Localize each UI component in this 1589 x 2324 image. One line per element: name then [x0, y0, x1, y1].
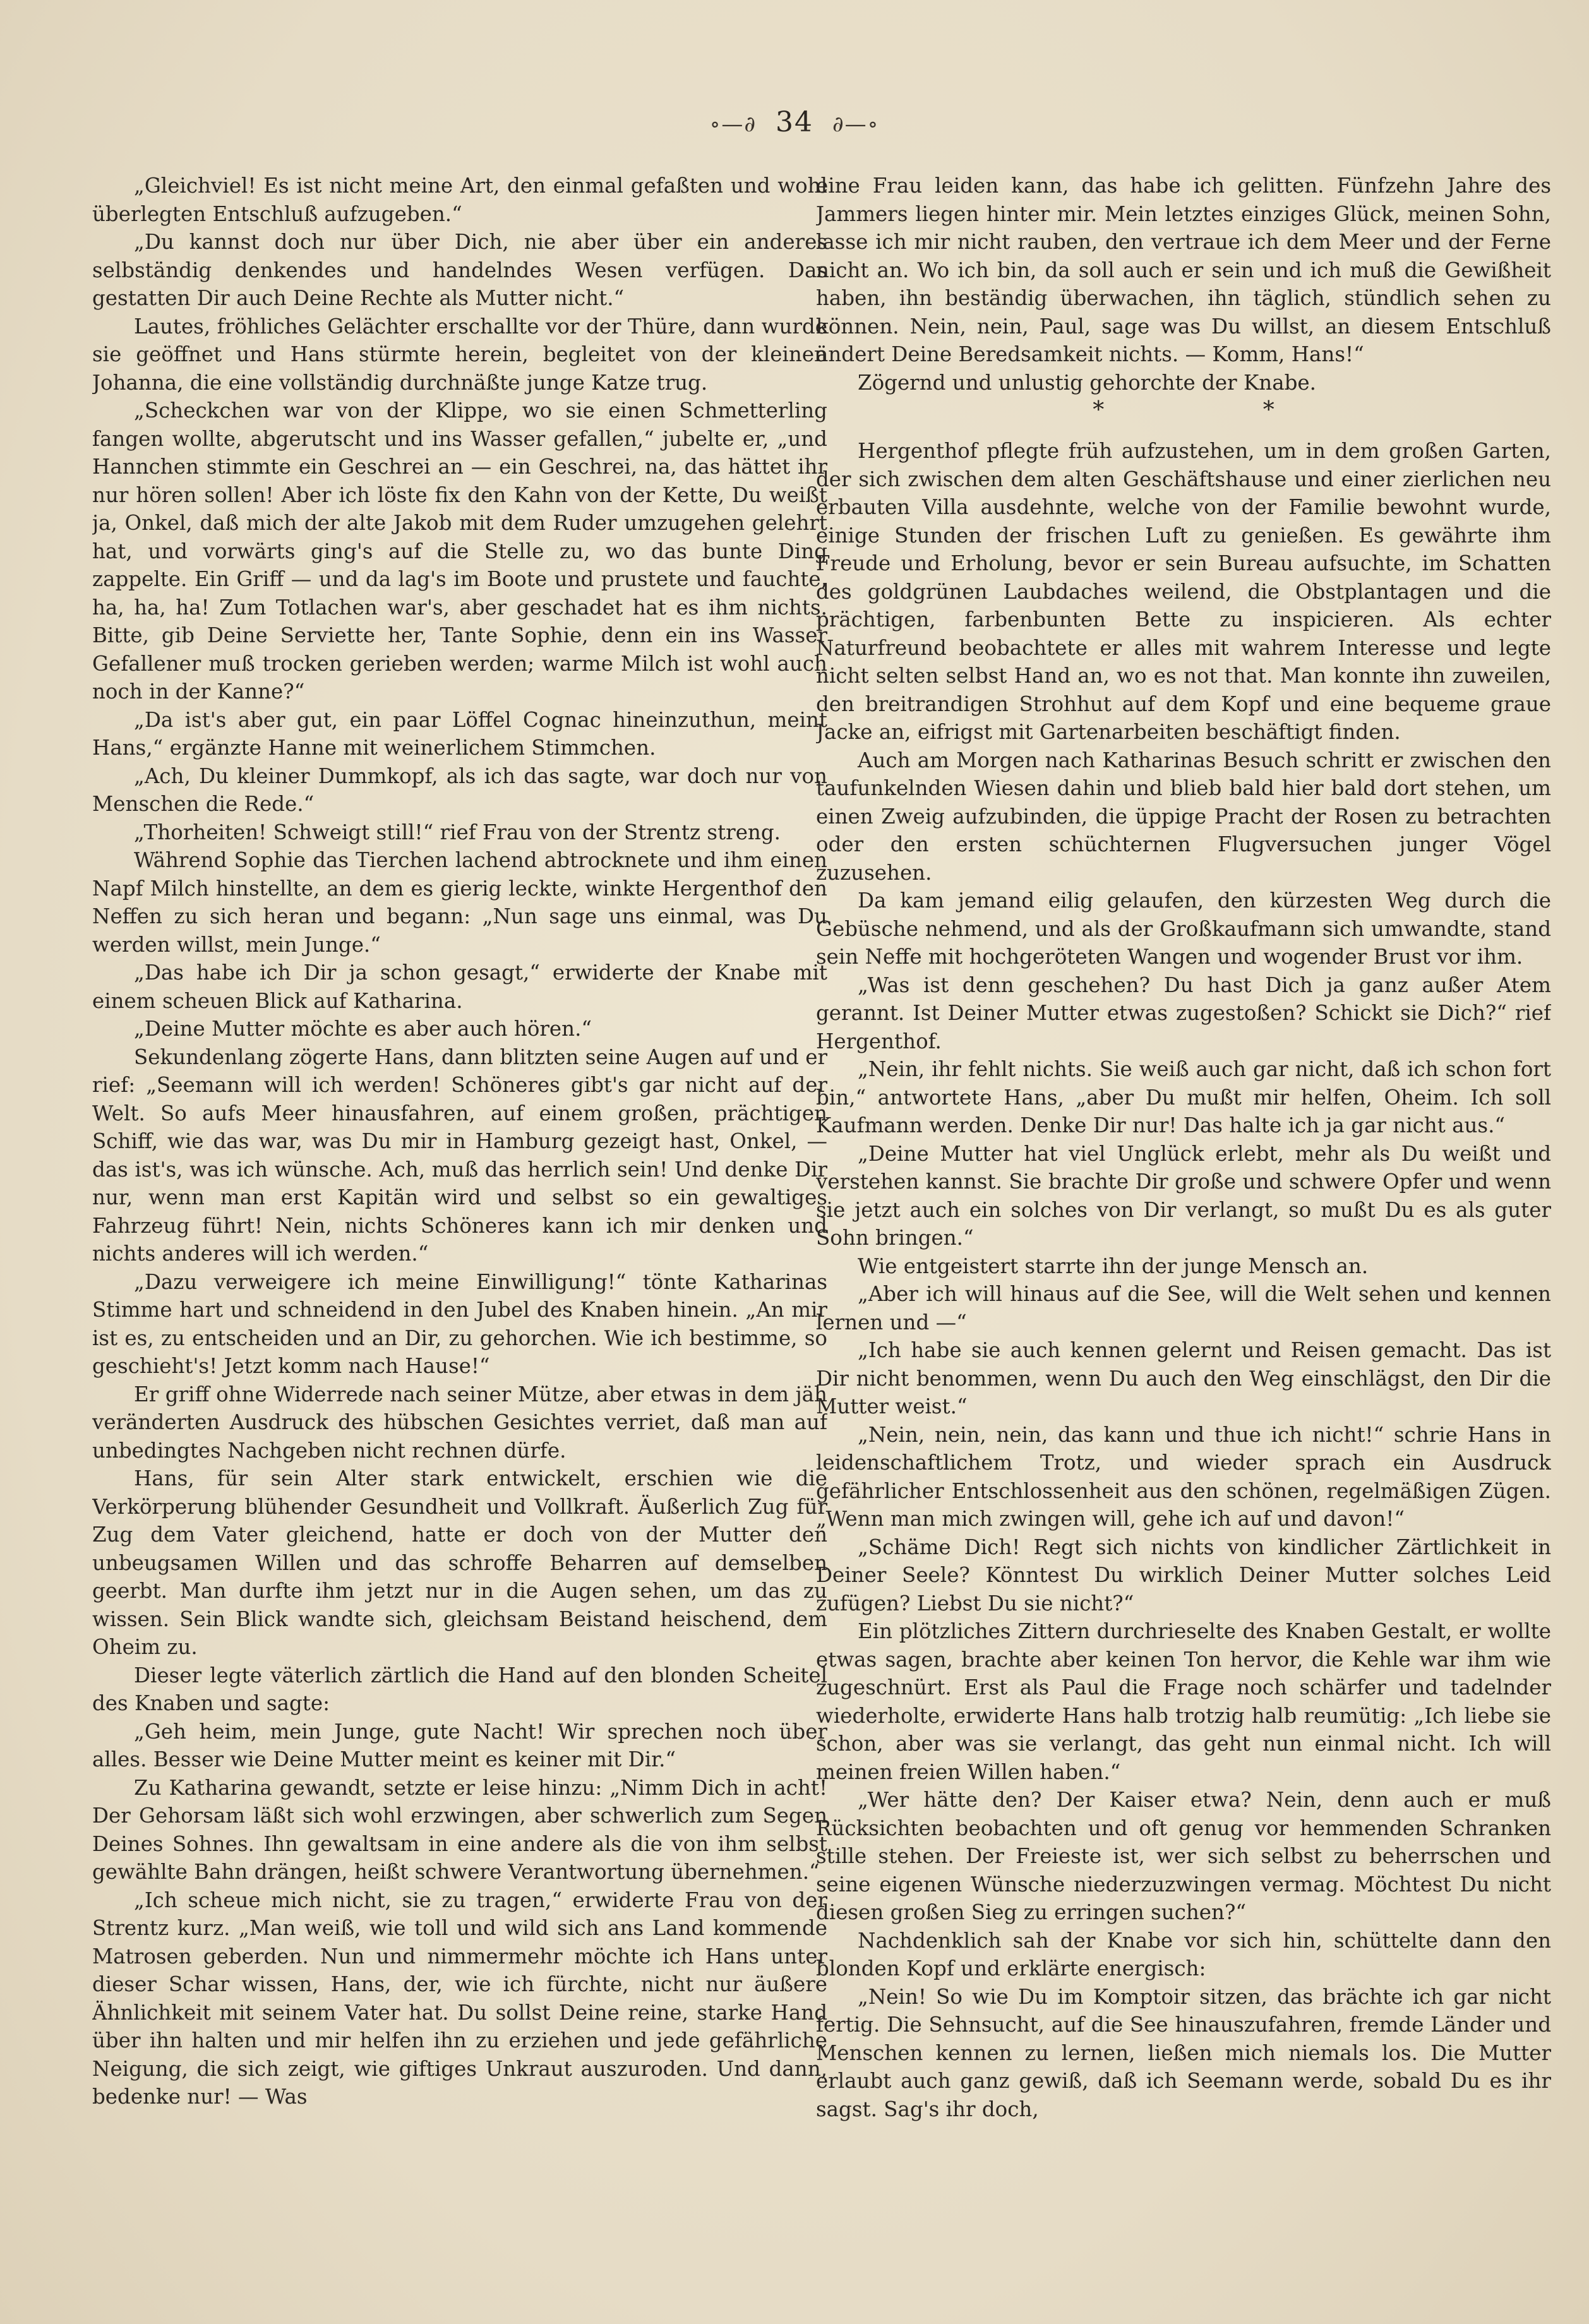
paragraph: Wie entgeistert starrte ihn der junge Mensch an.: [858, 1254, 1369, 1278]
paragraph: „Ach, Du kleiner Dummkopf, als ich das sagte, war doch nur von Menschen die Rede.“: [92, 764, 827, 816]
paragraph: Zu Katharina gewandt, setzte er leise hinzu: „Nimm Dich in acht! Der Gehorsam läßt sich wohl erzwingen, aber schwerlich zum Segen Deines Sohnes. Ihn gewaltsam in eine andere als die von ihm selbst gewählte Bahn drängen, heißt schwere Verantwortung übernehmen.“: [92, 1775, 827, 1884]
paragraph: Da kam jemand eilig gelaufen, den kürzesten Weg durch die Gebüsche nehmend, und als der Großkaufmann sich umwandte, stand sein Neffe mit hochgeröteten Wangen und wogender Brust vor ihm.: [816, 889, 1551, 969]
paragraph: „Gleichviel! Es ist nicht meine Art, den einmal gefaßten und wohl überlegten Entschluß aufzugeben.“: [92, 174, 827, 226]
paragraph: Während Sophie das Tierchen lachend abtrocknete und ihm einen Napf Milch hinstellte, an dem es gierig leckte, winkte Hergenthof den Neffen zu sich heran und begann: „Nun sage uns einmal, was Du werden willst, mein Junge.“: [92, 848, 827, 957]
paragraph: Er griff ohne Widerrede nach seiner Mütze, aber etwas in dem jäh veränderten Ausdruck des hübschen Gesichtes verriet, daß man auf unbedingtes Nachgeben nicht rechnen dürfe.: [92, 1382, 827, 1463]
paragraph: Hergenthof pflegte früh aufzustehen, um in dem großen Garten, der sich zwischen dem alten Geschäftshause und einer zierlichen neu erbauten Villa ausdehnte, welche von der Familie bewohnt wurde, einige Stunden der frischen Luft zu genießen. Es gewährte ihm Freude und Erholung, bevor er sein Bureau aufsuchte, im Schatten des goldgrünen Laubdaches weilend, die Obstplantagen und die prächtigen, farbenbunten Bette zu inspicieren. Als echter Naturfreund beobachtete er alles mit wahrem Interesse und legte nicht selten selbst Hand an, wo es not that. Man konnte ihn zuweilen, den breitrandigen Strohhut auf dem Kopf und eine bequeme graue Jacke an, eifrigst mit Gartenarbeiten beschäftigt finden.: [816, 439, 1551, 744]
ornament-left: ∘—∂: [709, 111, 757, 137]
paragraph: „Schäme Dich! Regt sich nichts von kindlicher Zärtlichkeit in Deiner Seele? Könntest Du wirklich Deiner Mutter solches Leid zufügen? Liebst Du sie nicht?“: [816, 1535, 1551, 1615]
right-column-bottom-section: [816, 437, 1551, 2123]
paragraph: „Was ist denn geschehen? Du hast Dich ja ganz außer Atem gerannt. Ist Deiner Mutter etwas zugestoßen? Schickt sie Dich?“ rief Hergenthof.: [816, 973, 1551, 1053]
paragraph: „Thorheiten! Schweigt still!“ rief Frau von der Strentz streng.: [134, 820, 781, 844]
paragraph: „Geh heim, mein Junge, gute Nacht! Wir sprechen noch über alles. Besser wie Deine Mutter meint es keiner mit Dir.“: [92, 1719, 827, 1771]
paragraph: „Ich scheue mich nicht, sie zu tragen,“ erwiderte Frau von der Strentz kurz. „Man weiß, wie toll und wild sich ans Land kommende Matrosen geberden. Nun und nimmermehr möchte ich Hans unter dieser Schar wissen, Hans, der, wie ich fürchte, nicht nur äußere Ähnlichkeit mit seinem Vater hat. Du sollst Deine reine, starke Hand über ihn halten und mir helfen ihn zu erziehen und jede gefährliche Neigung, die sich zeigt, wie giftiges Unkraut auszuroden. Und dann, bedenke nur! — Was: [92, 1888, 827, 2109]
paragraph: Ein plötzliches Zittern durchrieselte des Knaben Gestalt, er wollte etwas sagen, brachte aber keinen Ton hervor, die Kehle war ihm wie zugeschnürt. Erst als Paul die Frage noch schärfer und tadelnder wiederholte, erwiderte Hans halb trotzig halb reumütig: „Ich liebe sie schon, aber was sie verlangt, das geht nun einmal nicht. Ich will meinen freien Willen haben.“: [816, 1619, 1551, 1784]
ornament-right: ∂—∘: [832, 111, 880, 137]
paragraph: „Nein, nein, nein, das kann und thue ich nicht!“ schrie Hans in leidenschaftlichem Trotz, und wieder sprach ein Ausdruck gefährlicher Entschlossenheit aus den schönen, regelmäßigen Zügen. „Wenn man mich zwingen will, gehe ich auf und davon!“: [816, 1422, 1551, 1531]
paragraph: Nachdenklich sah der Knabe vor sich hin, schüttelte dann den blonden Kopf und erklärte energisch:: [816, 1928, 1551, 1980]
paragraph: „Wer hätte den? Der Kaiser etwa? Nein, denn auch er muß Rücksichten beobachten und oft genug vor hemmenden Schranken stille stehen. Der Freieste ist, wer sich selbst zu beherrschen und seine eigenen Wünsche niederzuzwingen vermag. Möchtest Du nicht diesen großen Sieg zu erringen suchen?“: [816, 1788, 1551, 1924]
paragraph: „Nein, ihr fehlt nichts. Sie weiß auch gar nicht, daß ich schon fort bin,“ antwortete Hans, „aber Du mußt mir helfen, Oheim. Ich soll Kaufmann werden. Denke Dir nur! Das halte ich ja gar nicht aus.“: [816, 1057, 1551, 1137]
paragraph: Sekundenlang zögerte Hans, dann blitzten seine Augen auf und er rief: „Seemann will ich werden! Schöneres gibt's gar nicht auf der Welt. So aufs Meer hinausfahren, auf einem großen, prächtigen Schiff, wie das war, was Du mir in Hamburg gezeigt hast, Onkel, — das ist's, was ich wünsche. Ach, muß das herrlich sein! Und denke Dir nur, wenn man erst Kapitän wird und selbst so ein gewaltiges Fahrzeug führt! Nein, nichts Schöneres kann ich mir denken und nichts anderes will ich werden.“: [92, 1045, 827, 1266]
paragraph: „Scheckchen war von der Klippe, wo sie einen Schmetterling fangen wollte, abgerutscht und ins Wasser gefallen,“ jubelte er, „und Hannchen stimmte ein Geschrei an — ein Geschrei, na, das hättet ihr nur hören sollen! Aber ich löste fix den Kahn von der Kette, Du weißt ja, Onkel, daß mich der alte Jakob mit dem Ruder umzugehen gelehrt hat, und vorwärts ging's auf die Stelle zu, wo das bunte Ding zappelte. Ein Griff — und da lag's im Boote und prustete und fauchte, ha, ha, ha! Zum Totlachen war's, aber geschadet hat es ihm nichts. Bitte, gib Deine Serviette her, Tante Sophie, denn ein ins Wasser Gefallener muß trocken gerieben werden; warme Milch ist wohl auch noch in der Kanne?“: [92, 398, 827, 704]
paragraph: Lautes, fröhliches Gelächter erschallte vor der Thüre, dann wurde sie geöffnet und Hans stürmte herein, begleitet von der kleinen Johanna, die eine vollständig durchnäßte junge Katze trug.: [92, 314, 827, 395]
paragraph: „Da ist's aber gut, ein paar Löffel Cognac hineinzuthun, meint Hans,“ ergänzte Hanne mit weinerlichem Stimmchen.: [92, 707, 827, 760]
paragraph: „Du kannst doch nur über Dich, nie aber über ein anderes selbständig denkendes und handelndes Wesen verfügen. Das gestatten Dir auch Deine Rechte als Mutter nicht.“: [92, 230, 827, 310]
paragraph: „Aber ich will hinaus auf die See, will die Welt sehen und kennen lernen und —“: [816, 1282, 1551, 1334]
page-header: [0, 106, 1589, 138]
paragraph: Zögernd und unlustig gehorchte der Knabe.: [858, 370, 1316, 395]
right-column: [816, 172, 1551, 2155]
paragraph: „Deine Mutter hat viel Unglück erlebt, mehr als Du weißt und verstehen kannst. Sie brachte Dir große und schwere Opfer und wenn sie jetzt auch ein solches von Dir verlangt, so mußt Du es als guter Sohn bringen.“: [816, 1141, 1551, 1250]
paragraph: Dieser legte väterlich zärtlich die Hand auf den blonden Scheitel des Knaben und sagte:: [92, 1663, 827, 1715]
right-column-top-section: [816, 172, 1551, 397]
paragraph: Hans, für sein Alter stark entwickelt, erschien wie die Verkörperung blühender Gesundheit und Vollkraft. Äußerlich Zug für Zug dem Vater gleichend, hatte er doch von der Mutter den unbeugsamen Willen und das schroffe Beharren auf demselben geerbt. Man durfte ihm jetzt nur in die Augen sehen, um das zu wissen. Sein Blick wandte sich, gleichsam Beistand heischend, dem Oheim zu.: [92, 1466, 827, 1659]
left-column: [92, 172, 827, 2155]
page-number: 34: [776, 106, 813, 138]
paragraph: „Ich habe sie auch kennen gelernt und Reisen gemacht. Das ist Dir nicht benommen, wenn Du auch den Weg einschlägst, den Dir die Mutter weist.“: [816, 1338, 1551, 1418]
paragraph: Auch am Morgen nach Katharinas Besuch schritt er zwischen den taufunkelnden Wiesen dahin und blieb bald hier bald dort stehen, um einen Zweig aufzubinden, die üppige Pracht der Rosen zu betrachten oder den ersten schüchternen Flugversuchen junger Vögel zuzusehen.: [816, 748, 1551, 885]
section-divider: * *: [1093, 397, 1350, 423]
paragraph: „Nein! So wie Du im Komptoir sitzen, das brächte ich gar nicht fertig. Die Sehnsucht, auf die See hinauszufahren, fremde Länder und Menschen kennen zu lernen, ließen mich niemals los. Die Mutter erlaubt auch ganz gewiß, daß ich Seemann werde, sobald Du es ihr sagst. Sag's ihr doch,: [816, 1984, 1551, 2121]
paragraph: „Deine Mutter möchte es aber auch hören.“: [134, 1017, 592, 1041]
paragraph: „Das habe ich Dir ja schon gesagt,“ erwiderte der Knabe mit einem scheuen Blick auf Katharina.: [92, 961, 827, 1013]
paragraph: „Dazu verweigere ich meine Einwilligung!“ tönte Katharinas Stimme hart und schneidend in den Jubel des Knaben hinein. „An mir ist es, zu entscheiden und an Dir, zu gehorchen. Wie ich bestimme, so geschieht's! Jetzt komm nach Hause!“: [92, 1269, 827, 1378]
paragraph: eine Frau leiden kann, das habe ich gelitten. Fünfzehn Jahre des Jammers liegen hinter mir. Mein letztes einziges Glück, meinen Sohn, lasse ich mir nicht rauben, den vertraue ich dem Meer und der Ferne nicht an. Wo ich bin, da soll auch er sein und ich muß die Gewißheit haben, ihn beständig überwachen, ihn täglich, stündlich sehen zu können. Nein, nein, Paul, sage was Du willst, an diesem Entschluß ändert Deine Beredsamkeit nichts. — Komm, Hans!“: [816, 174, 1551, 366]
